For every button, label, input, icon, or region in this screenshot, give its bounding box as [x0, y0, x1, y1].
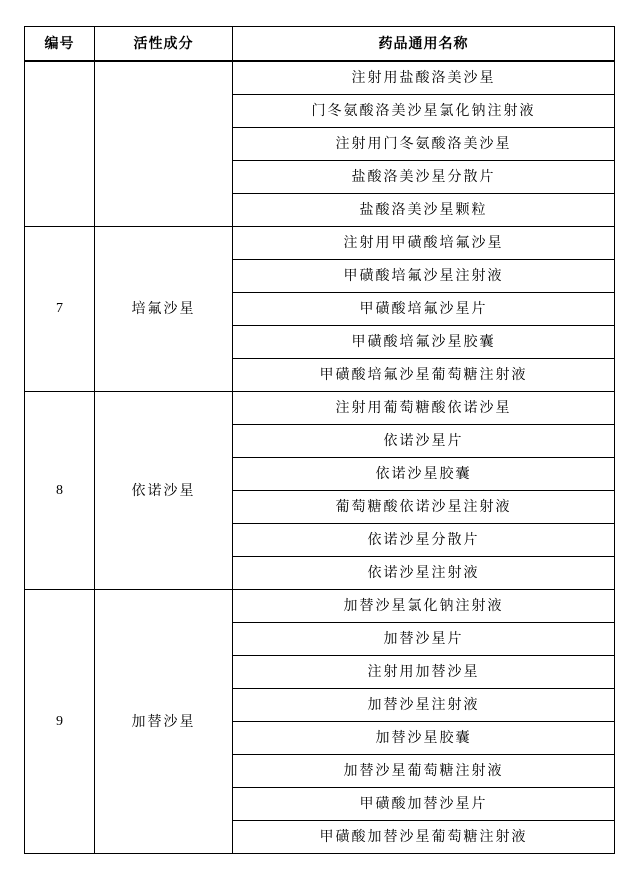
table-row [25, 590, 615, 623]
cell-product-name: 加替沙星氯化钠注射液 [233, 590, 615, 623]
cell-product-name: 甲磺酸加替沙星片 [233, 788, 615, 821]
cell-product-name: 盐酸洛美沙星颗粒 [233, 194, 615, 227]
cell-ingredient: 依诺沙星 [95, 392, 233, 590]
table-row [25, 392, 615, 425]
cell-product-name: 葡萄糖酸依诺沙星注射液 [233, 491, 615, 524]
drug-table [24, 26, 615, 854]
header-ingredient: 活性成分 [95, 27, 233, 62]
table-body [25, 61, 615, 854]
cell-product-name: 依诺沙星分散片 [233, 524, 615, 557]
cell-number: 8 [25, 392, 95, 590]
cell-number [25, 61, 95, 227]
cell-number: 7 [25, 227, 95, 392]
cell-product-name: 甲磺酸加替沙星葡萄糖注射液 [233, 821, 615, 854]
cell-ingredient: 培氟沙星 [95, 227, 233, 392]
table-header [25, 27, 615, 62]
cell-product-name: 注射用甲磺酸培氟沙星 [233, 227, 615, 260]
cell-product-name: 依诺沙星注射液 [233, 557, 615, 590]
cell-product-name: 甲磺酸培氟沙星胶囊 [233, 326, 615, 359]
cell-product-name: 门冬氨酸洛美沙星氯化钠注射液 [233, 95, 615, 128]
cell-product-name: 加替沙星胶囊 [233, 722, 615, 755]
table-row [25, 227, 615, 260]
cell-product-name: 依诺沙星胶囊 [233, 458, 615, 491]
table-row [25, 61, 615, 95]
cell-product-name: 注射用葡萄糖酸依诺沙星 [233, 392, 615, 425]
cell-product-name: 甲磺酸培氟沙星葡萄糖注射液 [233, 359, 615, 392]
cell-product-name: 注射用门冬氨酸洛美沙星 [233, 128, 615, 161]
cell-ingredient: 加替沙星 [95, 590, 233, 854]
cell-product-name: 盐酸洛美沙星分散片 [233, 161, 615, 194]
cell-product-name: 甲磺酸培氟沙星注射液 [233, 260, 615, 293]
cell-product-name: 甲磺酸培氟沙星片 [233, 293, 615, 326]
cell-product-name: 注射用加替沙星 [233, 656, 615, 689]
cell-product-name: 加替沙星片 [233, 623, 615, 656]
cell-product-name: 依诺沙星片 [233, 425, 615, 458]
cell-product-name: 加替沙星注射液 [233, 689, 615, 722]
cell-ingredient [95, 61, 233, 227]
header-row [25, 27, 615, 62]
header-product-name: 药品通用名称 [233, 27, 615, 62]
header-number: 编号 [25, 27, 95, 62]
cell-number: 9 [25, 590, 95, 854]
cell-product-name: 加替沙星葡萄糖注射液 [233, 755, 615, 788]
cell-product-name: 注射用盐酸洛美沙星 [233, 61, 615, 95]
